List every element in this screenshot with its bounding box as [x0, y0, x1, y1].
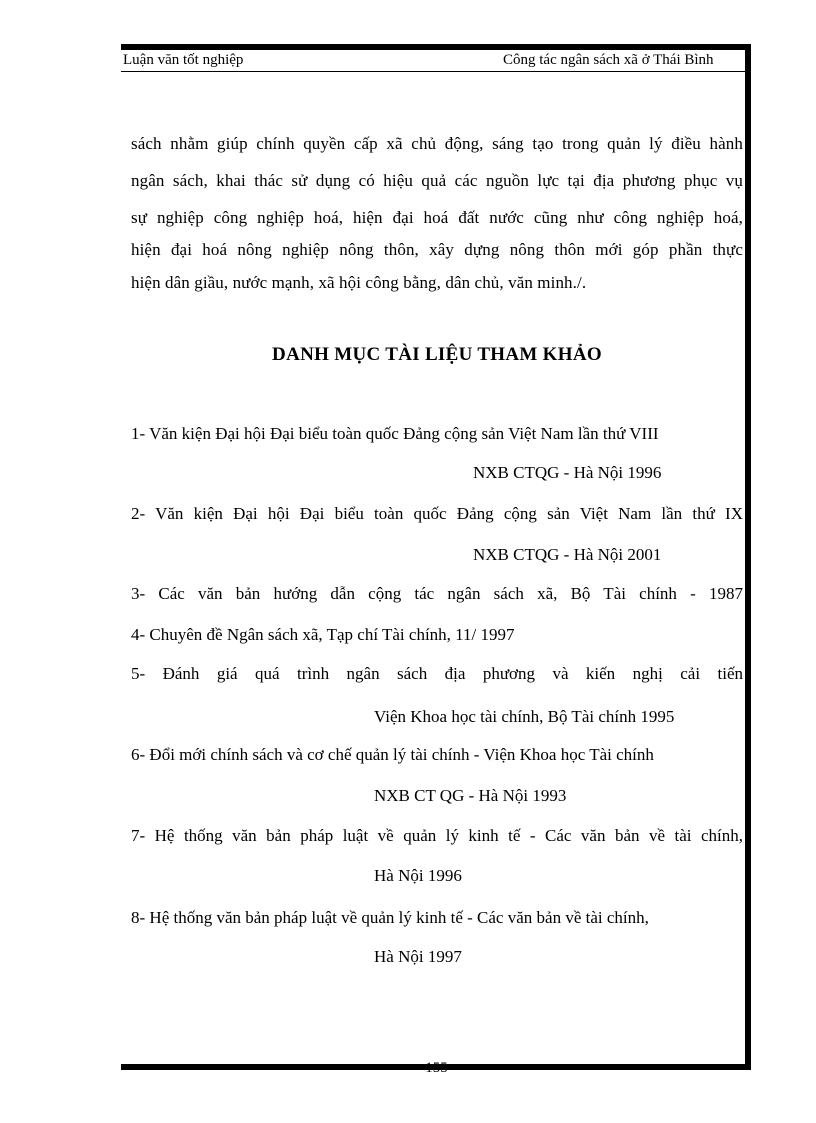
reference-item: 2- Văn kiện Đại hội Đại biểu toàn quốc Đảng cộng sản Việt Nam lần thứ IX — [131, 504, 743, 523]
reference-source: NXB CTQG - Hà Nội 2001 — [473, 545, 662, 564]
reference-item: 1- Văn kiện Đại hội Đại biểu toàn quốc Đảng cộng sản Việt Nam lần thứ VIII — [131, 424, 659, 443]
reference-item: 4- Chuyên đề Ngân sách xã, Tạp chí Tài chính, 11/ 1997 — [131, 625, 515, 644]
page-border-top — [121, 44, 745, 50]
running-header-left: Luận văn tốt nghiệp — [123, 52, 244, 68]
body-line: hiện đại hoá nông nghiệp nông thôn, xây dựng nông thôn mới góp phần thực — [131, 240, 743, 259]
reference-source: Hà Nội 1997 — [374, 947, 462, 966]
page-number: - 155 - — [416, 1060, 457, 1076]
header-rule — [121, 71, 745, 72]
reference-item: 8- Hệ thống văn bản pháp luật về quản lý kinh tế - Các văn bản về tài chính, — [131, 908, 649, 927]
body-line: sự nghiệp công nghiệp hoá, hiện đại hoá đất nước cũng như công nghiệp hoá, — [131, 208, 743, 227]
page-border-right — [745, 44, 751, 1064]
reference-item: 7- Hệ thống văn bản pháp luật về quản lý kinh tế - Các văn bản về tài chính, — [131, 826, 743, 845]
body-line: sách nhằm giúp chính quyền cấp xã chủ động, sáng tạo trong quản lý điều hành — [131, 134, 743, 153]
reference-item: 5- Đánh giá quá trình ngân sách địa phương và kiến nghị cải tiến — [131, 664, 743, 683]
reference-source: NXB CT QG - Hà Nội 1993 — [374, 786, 567, 805]
body-line: hiện dân giầu, nước mạnh, xã hội công bằng, dân chủ, văn minh./. — [131, 273, 587, 292]
reference-item: 6- Đổi mới chính sách và cơ chế quản lý tài chính - Viện Khoa học Tài chính — [131, 745, 654, 764]
reference-source: Hà Nội 1996 — [374, 866, 462, 885]
body-line: ngân sách, khai thác sử dụng có hiệu quả các nguồn lực tại địa phương phục vụ — [131, 171, 743, 190]
running-header-right: Công tác ngân sách xã ở Thái Bình — [503, 52, 714, 68]
reference-source: Viện Khoa học tài chính, Bộ Tài chính 1995 — [374, 707, 675, 726]
reference-source: NXB CTQG - Hà Nội 1996 — [473, 463, 662, 482]
reference-item: 3- Các văn bản hướng dẫn cộng tác ngân sách xã, Bộ Tài chính - 1987 — [131, 584, 743, 603]
references-title: DANH MỤC TÀI LIỆU THAM KHẢO — [272, 344, 602, 365]
